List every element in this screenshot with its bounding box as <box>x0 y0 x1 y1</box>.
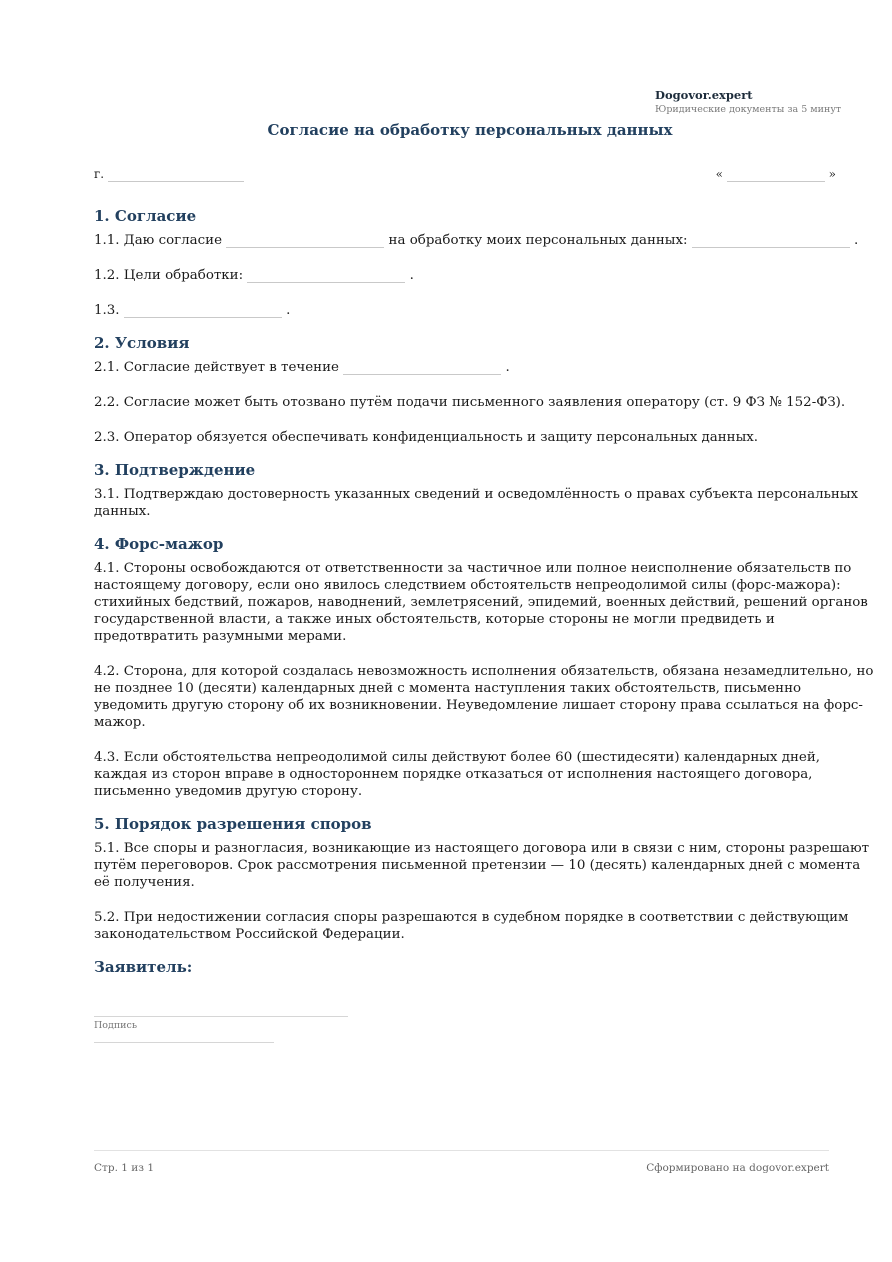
blank-field <box>343 360 501 375</box>
clause-text: 1.3. <box>94 303 120 318</box>
footer-source: Сформировано на dogovor.expert <box>646 1162 829 1174</box>
section-title: 4. Форс-мажор <box>94 535 224 553</box>
city-blank <box>108 167 244 182</box>
signature-name-line <box>94 1016 348 1017</box>
clause-text: 2.1. Согласие действует в течение <box>94 360 339 375</box>
document-title: Согласие на обработку персональных данных <box>267 121 673 139</box>
date-field <box>716 166 836 182</box>
clause-1-1 <box>94 232 874 249</box>
clause-text: 1.2. Цели обработки: <box>94 268 244 283</box>
section-title: 1. Согласие <box>94 207 197 225</box>
signature-line <box>94 1042 274 1043</box>
clause-2-1 <box>94 359 874 376</box>
section-title: 3. Подтверждение <box>94 461 256 479</box>
applicant-heading: Заявитель: <box>94 958 193 976</box>
section-title: 2. Условия <box>94 334 190 352</box>
brand-tagline: Юридические документы за 5 минут <box>655 104 842 115</box>
brand-block <box>655 88 841 117</box>
clause-1-3 <box>94 302 874 319</box>
section-title: 5. Порядок разрешения споров <box>94 815 372 833</box>
date-blank <box>727 167 825 182</box>
clause-4-3: 4.3. Если обстоятельства непреодолимой силы действуют более 60 (шестидесяти) календарных дней, каждая из сторон вправе в одностороннем порядке отказаться от исполнения настоящего договора, письменно уведомив другую сторону. <box>94 750 821 799</box>
clause-3-1: 3.1. Подтверждаю достоверность указанных сведений и осведомлённость о правах субъекта персональных данных. <box>94 487 859 519</box>
city-prefix: г. <box>94 167 105 181</box>
blank-field <box>226 233 384 248</box>
signature-label: Подпись <box>94 1020 138 1031</box>
clause-text: на обработку моих персональных данных: <box>388 233 688 248</box>
clause-text: 1.1. Даю согласие <box>94 233 223 248</box>
clause-text: . <box>505 360 510 375</box>
brand-name: Dogovor.expert <box>655 88 753 102</box>
clause-5-1: 5.1. Все споры и разногласия, возникающие из настоящего договора или в связи с ним, стороны разрешают путём переговоров. Срок рассмотрения письменной претензии — 10 (десять) календарных дней с момента её получения. <box>94 841 870 890</box>
footer-divider <box>94 1150 829 1151</box>
blank-field <box>124 303 282 318</box>
clause-text: . <box>286 303 291 318</box>
clause-4-1: 4.1. Стороны освобождаются от ответственности за частичное или полное неисполнение обязательств по настоящему договору, если оно явилось следствием обстоятельств непреодолимой силы (форс-мажора): стихийных бедствий, пожаров, наводнений, землетрясений, эпидемий, военных действий, решений органов государственной власти, а также иных обстоятельств, которые стороны не могли предвидеть и предотвратить разумными мерами. <box>94 561 868 644</box>
clause-2-2: 2.2. Согласие может быть отозвано путём подачи письменного заявления оператору (ст. 9 ФЗ № 152-ФЗ). <box>94 395 846 410</box>
clause-4-2: 4.2. Сторона, для которой создалась невозможность исполнения обязательств, обязана незамедлительно, но не позднее 10 (десяти) календарных дней с момента наступления таких обстоятельств, письменно уведомить другую сторону об их возникновении. Неуведомление лишает сторону права ссылаться на форс-мажор. <box>94 664 874 730</box>
blank-field <box>247 268 405 283</box>
clause-1-2 <box>94 267 874 284</box>
clause-text: . <box>854 233 859 248</box>
date-open-quote: « <box>715 167 723 181</box>
document-body <box>94 206 874 977</box>
clause-text: . <box>409 268 414 283</box>
clause-5-2: 5.2. При недостижении согласия споры разрешаются в судебном порядке в соответствии с действующим законодательством Российской Федерации. <box>94 910 849 942</box>
date-close-quote: » <box>828 167 836 181</box>
city-field <box>94 166 244 182</box>
page-number: Стр. 1 из 1 <box>94 1162 155 1174</box>
blank-field <box>692 233 850 248</box>
clause-2-3: 2.3. Оператор обязуется обеспечивать конфиденциальность и защиту персональных данных. <box>94 430 759 445</box>
